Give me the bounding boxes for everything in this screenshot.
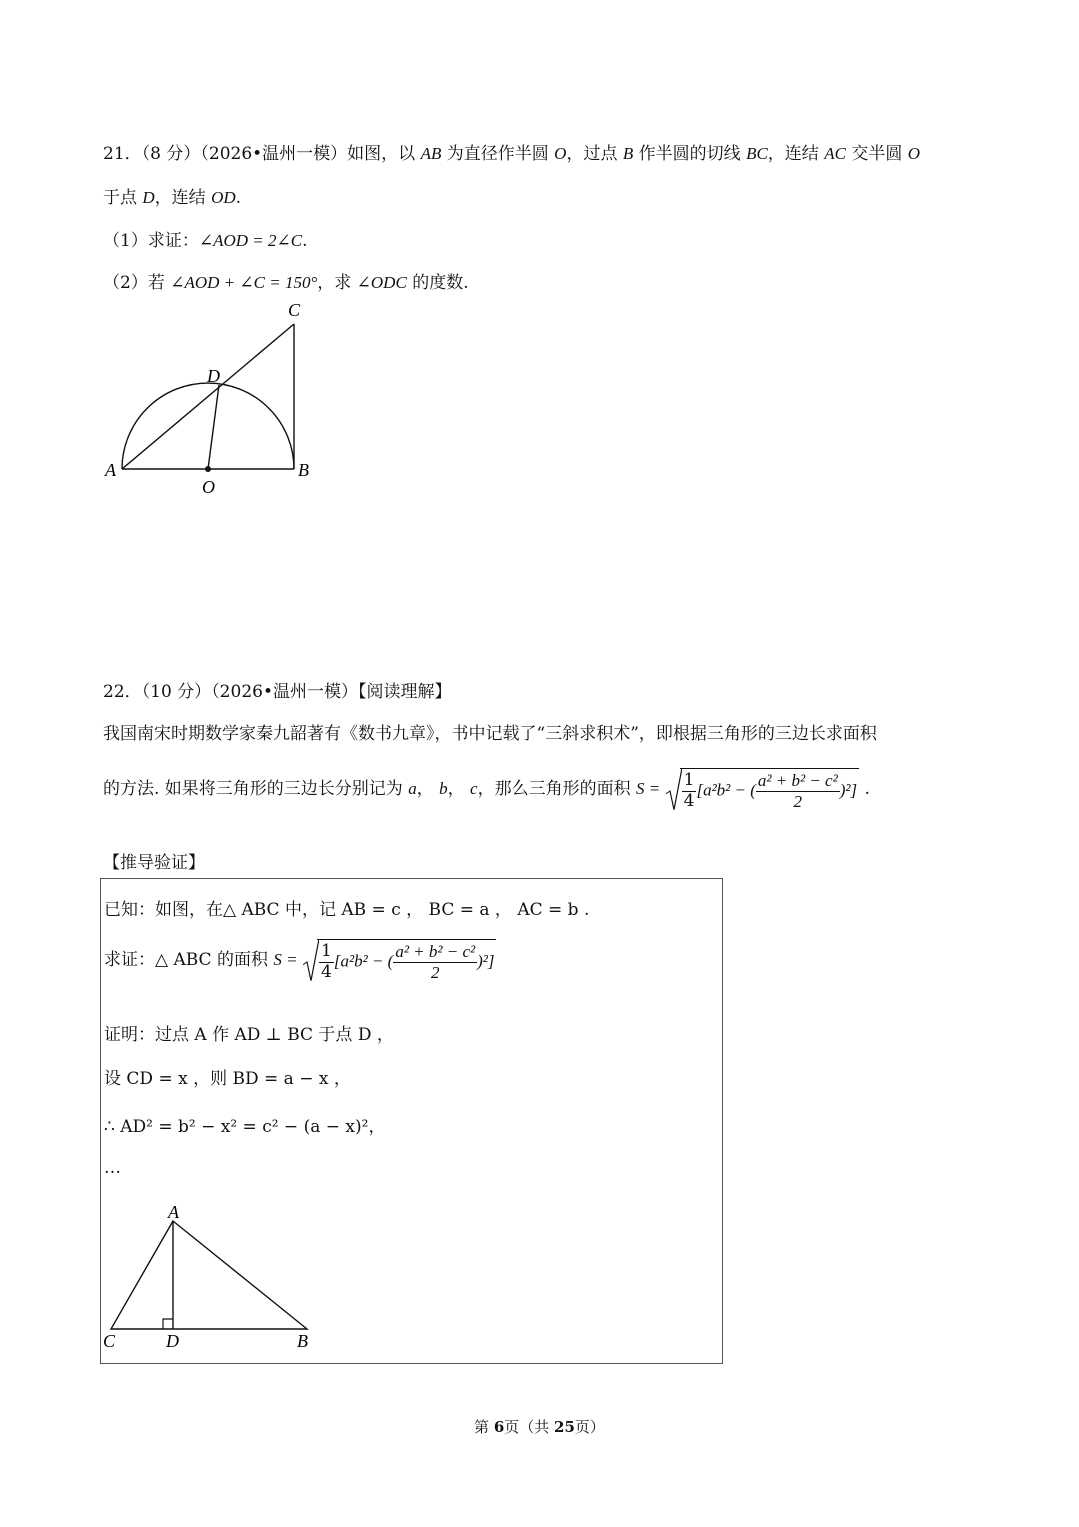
segment-OD (208, 385, 219, 469)
q21-line1: 21．（8 分）（2026•温州一模）如图，以 AB 为直径作半圆 O，过点 B 作半圆的切线 BC，连结 AC 交半圆 O (103, 144, 921, 164)
label-C: C (103, 1331, 116, 1351)
page-footer: 第 6页（共 25页） (474, 1418, 605, 1436)
label-O: O (202, 477, 215, 497)
q22-header (103, 677, 451, 702)
q21-number: 21． (103, 144, 142, 164)
proof-box (100, 878, 723, 1364)
proof-given: 已知：如图，在△ ABC 中，记 AB = c ， BC = a ， AC = b . (104, 900, 590, 920)
q21-part2: （2）若 ∠AOD + ∠C = 150°，求 ∠ODC 的度数. (103, 273, 469, 293)
segment-AC (122, 324, 294, 469)
proof-step1: 证明：过点 A 作 AD ⊥ BC 于点 D ， (104, 1025, 394, 1045)
triangle-ABC (111, 1221, 307, 1329)
label-D: D (207, 366, 220, 386)
q22-tag: 【阅读理解】 (357, 682, 452, 702)
proof-step2: 设 CD = x ，则 BD = a − x ， (104, 1069, 351, 1089)
page-number: 6 (493, 1418, 505, 1436)
label-C: C (288, 300, 301, 320)
label-A: A (168, 1202, 179, 1222)
sqrt-sign-icon (303, 939, 319, 982)
label-B: B (297, 1331, 308, 1351)
label-B: B (298, 460, 309, 480)
q22-number: 22． (103, 682, 142, 702)
q21-line2: 于点 D，连结 OD. (103, 188, 242, 208)
triangle-figure (101, 1199, 331, 1359)
heron-formula: $\frac{1}{4}$ [a²b² − ( $\frac{\text{a² + b² − c²}}{2}$ )²] (666, 768, 859, 811)
q22-source: （2026•温州一模） (211, 682, 358, 702)
q21-part1-expr: ∠AOD = 2∠C (198, 231, 303, 250)
q22-paragraph2: 的方法. 如果将三角形的三边长分别记为 a， b， c，那么三角形的面积 S = $\frac{1}{4}$ [a²b² − ( $\frac{\text{a² + b² − c²}}{2}$ )²] . (103, 770, 870, 811)
proof-claim: 求证：△ ABC 的面积 S = $\frac{1}{4}$ [a²b² − ( $\frac{\text{a² + b² − c²}}{2}$ )²] (104, 941, 495, 982)
q22-paragraph1: 我国南宋时期数学家秦九韶著有《数书九章》，书中记载了“三斜求积术”，即根据三角形的三边长求面积 (103, 724, 877, 744)
label-D: D (166, 1331, 179, 1351)
center-point-O (205, 466, 211, 472)
proof-ellipsis: … (104, 1158, 121, 1178)
q22-derive-tag: 【推导验证】 (103, 853, 205, 873)
q21-figure (100, 295, 330, 500)
q21-part1: （1）求证：∠AOD = 2∠C. (103, 231, 308, 251)
sqrt-sign-icon (666, 768, 682, 811)
proof-step3: ∴ AD² = b² − x² = c² − (a − x)²， (104, 1117, 386, 1137)
q21-score: （8 分） (141, 144, 201, 164)
right-angle-mark (163, 1319, 173, 1329)
q21-part2-expr2: ∠ODC (356, 273, 407, 292)
q21-part2-expr1: ∠AOD + ∠C = 150° (170, 273, 318, 292)
label-A: A (105, 460, 116, 480)
q22-score: （10 分） (141, 682, 212, 702)
page-total: 25 (554, 1418, 575, 1436)
q21-source: （2026•温州一模） (200, 144, 348, 164)
